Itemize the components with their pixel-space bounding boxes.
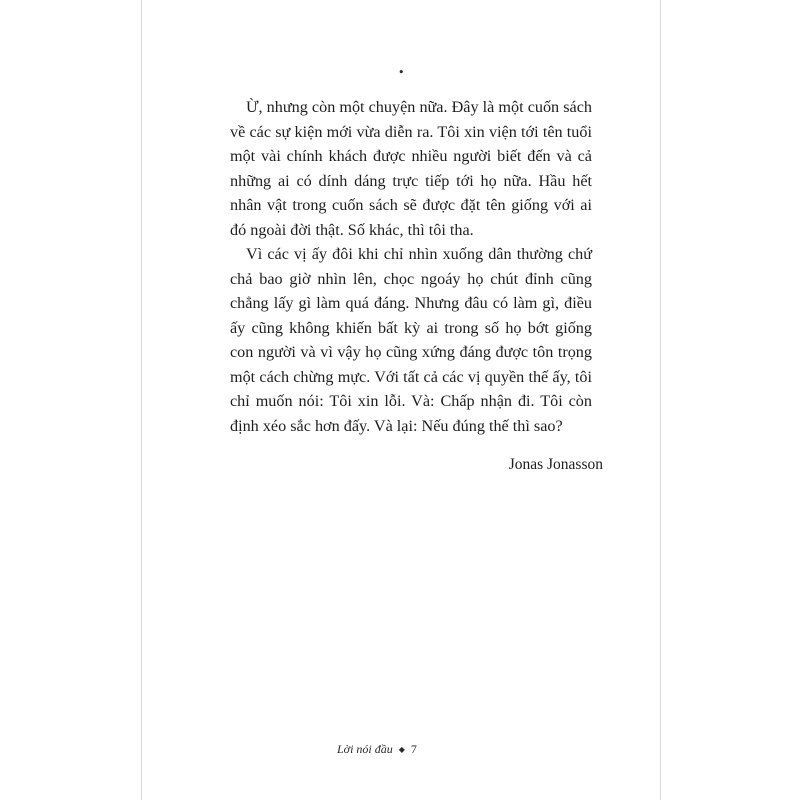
ornament-dot: • [398,66,405,79]
author-signature: Jonas Jonasson [508,456,603,473]
running-title: Lời nói đầu [337,742,393,756]
paragraph: Vì các vị ấy đôi khi chỉ nhìn xuống dân thường chứ chả bao giờ nhìn lên, chọc ngoáy họ chút đỉnh cũng chẳng lấy gì làm quá đáng. Nhưng đâu có làm gì, điều ấy cũng không khiến bất kỳ ai trong số họ bớt giống con người và vì vậy họ cũng xứng đáng được tôn trọng một cách chừng mực. Với tất cả các vị quyền thế ấy, tôi chỉ muốn nói: Tôi xin lỗi. Và: Chấp nhận đi. Tôi còn định xéo sắc hơn đấy. Và lại: Nếu đúng thế thì sao? [230,245,592,435]
paragraph: Ừ, nhưng còn một chuyện nữa. Đây là một cuốn sách về các sự kiện mới vừa diễn ra. Tôi xin viện tới tên tuổi một vài chính khách được nhiều người biết đến và cả những ai có dính dáng trực tiếp tới họ nữa. Hầu hết nhân vật trong cuốn sách sẽ được đặt tên giống với ai đó ngoài đời thật. Số khác, thì tôi tha. [230,98,592,239]
page-footer [337,742,417,757]
footer-separator: ◆ [398,745,405,754]
book-page [141,0,661,800]
body-text [230,95,592,438]
page-number: 7 [410,742,417,756]
